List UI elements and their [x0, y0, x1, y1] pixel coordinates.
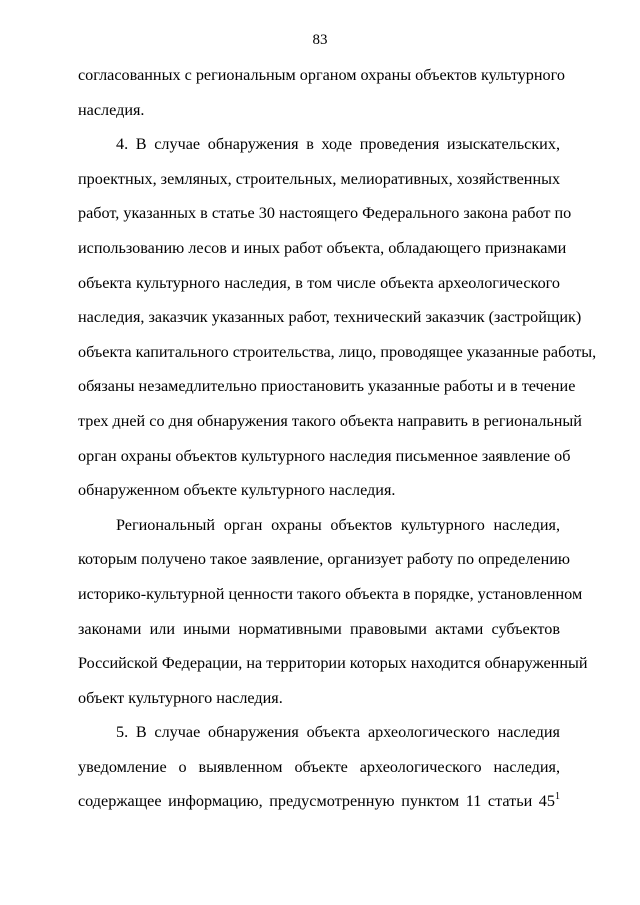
- text-line: наследия, заказчик указанных работ, технический заказчик (застройщик): [78, 308, 582, 327]
- text-line: трех дней со дня обнаружения такого объекта направить в региональный: [78, 411, 582, 430]
- article-superscript: 1: [555, 791, 560, 803]
- page-number: 83: [312, 32, 328, 48]
- paragraph-4: [78, 715, 560, 819]
- text-line: обязаны незамедлительно приостановить указанные работы и в течение: [78, 377, 576, 396]
- text-line: проектных, земляных, строительных, мелиоративных, хозяйственных: [78, 169, 561, 188]
- paragraph-2: [78, 127, 597, 508]
- text-line: использованию лесов и иных работ объекта, обладающего признаками: [78, 238, 567, 257]
- text-line: Региональный орган охраны объектов культурного наследия,: [116, 515, 560, 534]
- text-line: 5. В случае обнаружения объекта археологического наследия: [116, 723, 560, 742]
- text-line: которым получено такое заявление, организует работу по определению: [78, 550, 571, 569]
- text-line: обнаруженном объекте культурного наследия.: [78, 481, 396, 500]
- text-line: наследия.: [78, 100, 145, 119]
- text-line: объекта культурного наследия, в том числе объекта археологического: [78, 273, 560, 292]
- text-line: 4. В случае обнаружения в ходе проведения изыскательских,: [116, 135, 560, 154]
- paragraph-3: [78, 508, 588, 716]
- text-line: историко-культурной ценности такого объекта в порядке, установленном: [78, 584, 583, 603]
- text-line: законами или иными нормативными правовыми актами субъектов: [78, 619, 560, 638]
- text-line: уведомление о выявленном объекте археологического наследия,: [78, 757, 560, 776]
- text-line: объект культурного наследия.: [78, 688, 283, 707]
- paragraph-1: [78, 58, 565, 127]
- text-line: орган охраны объектов культурного наследия письменное заявление об: [78, 446, 571, 465]
- document-body: [78, 58, 597, 819]
- text-line-with-superscript: [78, 784, 560, 819]
- text-line: согласованных с региональным органом охраны объектов культурного: [78, 66, 565, 84]
- text-line: Российской Федерации, на территории которых находится обнаруженный: [78, 654, 588, 673]
- text-line: объекта капитального строительства, лицо, проводящее указанные работы,: [78, 342, 597, 361]
- text-line: работ, указанных в статье 30 настоящего Федерального закона работ по: [78, 204, 572, 223]
- text-line-content: содержащее информацию, предусмотренную пунктом 11 статьи 45: [78, 792, 555, 811]
